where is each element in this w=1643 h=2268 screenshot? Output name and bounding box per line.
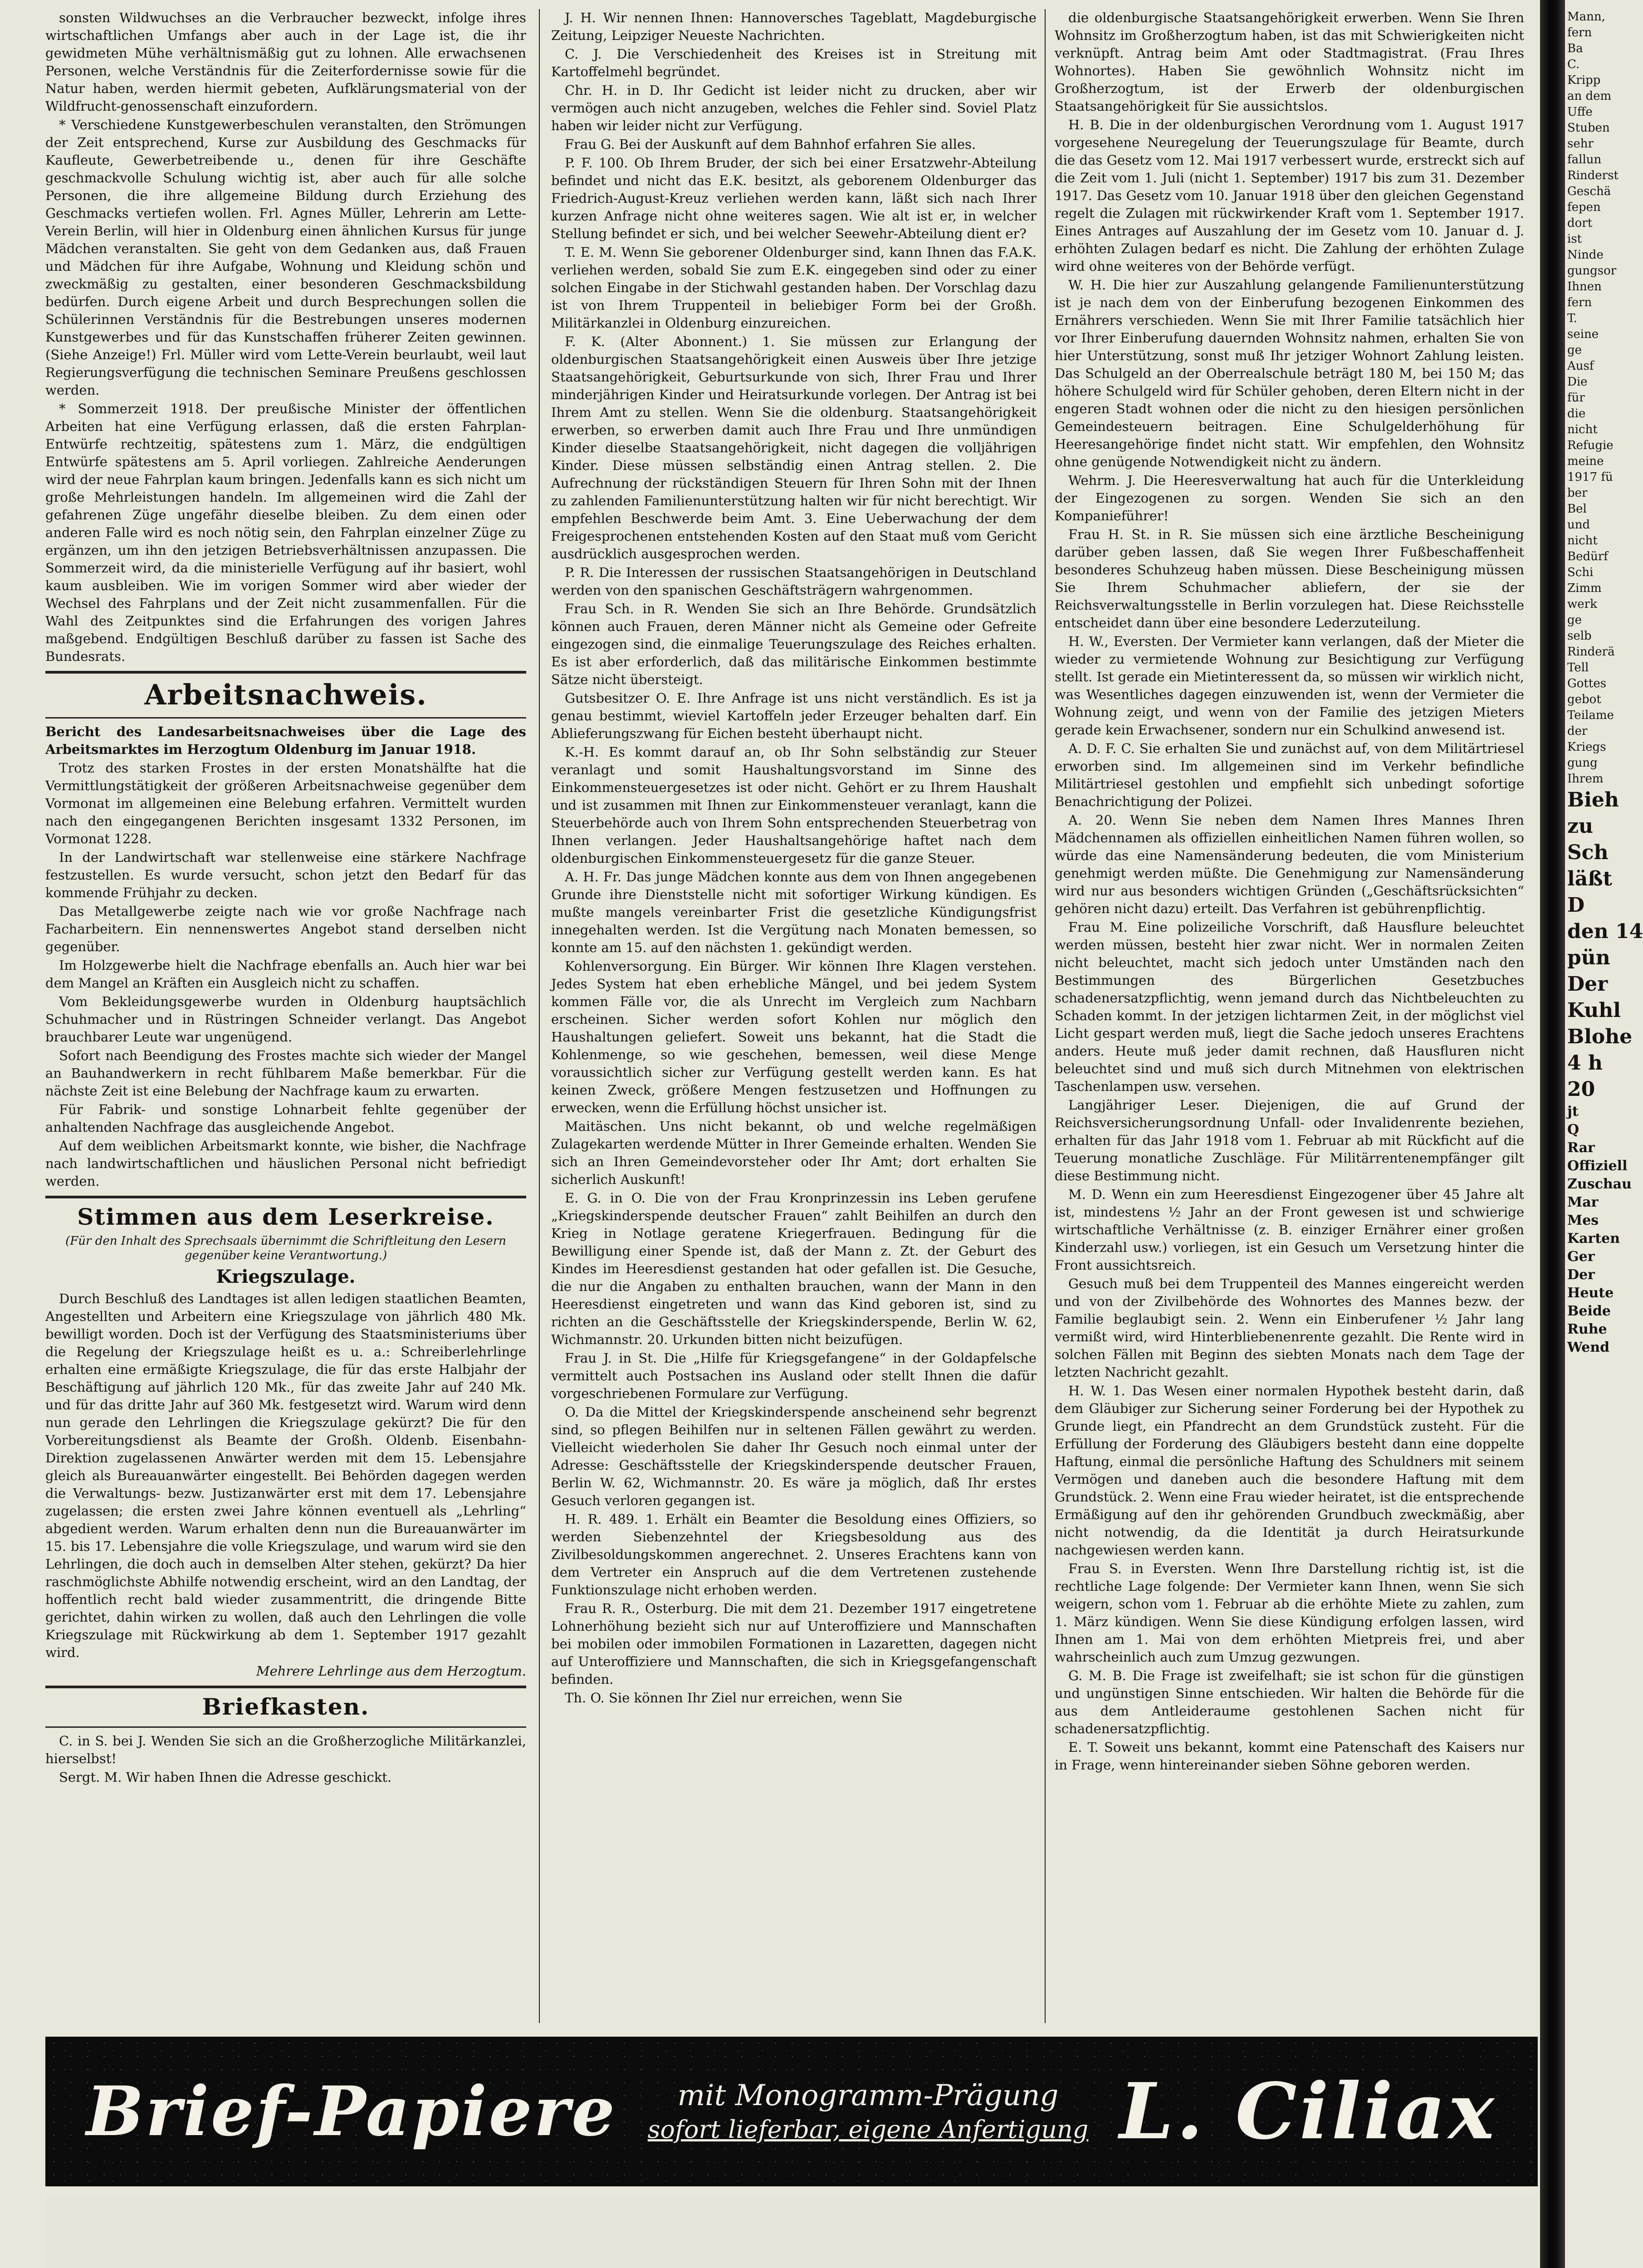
arbeitsnachweis-body <box>45 759 526 1190</box>
fragment-line: selb <box>1567 629 1592 643</box>
fragment-line: Uffe <box>1567 105 1593 119</box>
fragment-line: gung <box>1567 756 1598 770</box>
column-3 <box>1055 9 1524 2023</box>
fragment-line: Die <box>1567 375 1588 389</box>
fragment-line: Ba <box>1567 42 1583 55</box>
fragment-line: dort <box>1567 216 1593 230</box>
report-paragraph: Im Holzgewerbe hielt die Nachfrage ebenfalls an. Auch hier war bei dem Mangel an Kräften ein Ausgleich nicht zu schaffen. <box>45 958 526 991</box>
fragment-line: die <box>1567 407 1586 420</box>
fragment-line: Ninde <box>1567 248 1604 262</box>
fragment-line: werk <box>1567 597 1597 611</box>
briefkasten-entry: F. K. (Alter Abonnent.) 1. Sie müssen zur Erlangung der oldenburgischen Staatsangehörigkeit einen Ausweis über Ihre jetzige Staatsangehörigkeit, Geburtsurkunde von sich, Ihrer Frau und Ihrer minderjährigen Kinder und Heiratsurkunde vorlegen. Der Antrag ist bei Ihrem Amt zu stellen. Wenn Sie die oldenburg. Staatsangehörigkeit erwerben, so erwerben damit auch Ihre Frau und Ihre unmündigen Kinder dieselbe Staatsangehörigkeit, nicht dagegen die volljährigen Kinder. Diese müssen selbständig einen Antrag stellen. 2. Die Aufrechnung der rückständigen Steuern für Ihren Sohn mit der Ihnen zu zahlenden Familienunterstützung halten wir für nicht berechtigt. Wir empfehlen Beschwerde beim Amt. 3. Eine Ueberwachung der dem Freigesprochenen entstehenden Kosten auf den Staat muß vom Gericht ausdrücklich ausgesprochen werden. <box>551 334 1037 562</box>
briefkasten-entry: T. E. M. Wenn Sie geborener Oldenburger sind, kann Ihnen das F.A.K. verliehen werden, sobald Sie zum E.K. eingegeben sind oder zu einer solchen Eingabe in der Stichwahl gestanden haben. Der Vorschlag dazu ist von Ihrem Truppenteil in beliebiger Form bei der Großh. Militärkanzlei in Oldenburg einzureichen. <box>551 244 1037 331</box>
briefkasten-body <box>45 1732 526 1786</box>
fragment-line: fern <box>1567 26 1592 39</box>
news-paragraph: sonsten Wildwuchses an die Verbraucher bezweckt, infolge ihres wirtschaftlichen Umfangs aber auch in der Lage ist, die ihr gewidmeten Mühe verhältnismäßig gut zu lohnen. Alle erwachsenen Personen, welche Verständnis für die Zeiterfordernisse sowie für die Natur haben, werden hiermit gebeten, Aufklärungsmaterial von der Wildfrucht-genossenschaft einzufordern. <box>45 10 526 114</box>
briefkasten-entry: O. Da die Mittel der Kriegskinderspende anscheinend sehr begrenzt sind, so pflegen Beihilfen nur in seltenen Fällen gewährt zu werden. Vielleicht wiederholen Sie daher Ihr Gesuch noch einmal unter der Adresse: Geschäftsstelle der Kriegskinderspende deutscher Frauen, Berlin W. 62, Wichmannstr. 20. Es wäre ja möglich, daß Ihr erstes Gesuch verloren gegangen ist. <box>551 1404 1037 1508</box>
briefkasten-entry: H. W. 1. Das Wesen einer normalen Hypothek besteht darin, daß dem Gläubiger zur Sicherung seiner Forderung bei der Hypothek zu Grunde liegt, ein Pfandrecht an dem Grundstück zusteht. Für die Erfüllung der Forderung des Gläubigers besteht dann eine doppelte Haftung, einmal die persönliche Haftung des Schuldners mit seinem Vermögen und daneben auch die besondere Haftung mit dem Grundstück. 2. Wenn eine Frau wieder heiratet, ist die entsprechende Ermäßigung auf den ihr gehörenden Grundbuch zweckmäßig, aber nicht notwendig, da die Identität ja durch Heiratsurkunde nachgewiesen werden kann. <box>1055 1383 1524 1558</box>
fragment-line: fepen <box>1567 200 1601 214</box>
fragment-ad-line: Mes <box>1567 1212 1599 1228</box>
fragment-ad-line: Ruhe <box>1567 1321 1607 1337</box>
fragment-line: Schi <box>1567 566 1594 579</box>
fragment-ad-line: Offiziell <box>1567 1158 1628 1174</box>
arbeitsnachweis-heading: Arbeitsnachweis. <box>144 678 427 711</box>
briefkasten-entry: W. H. Die hier zur Auszahlung gelangende Familienunterstützung ist je nach dem von der Einberufung bezogenen Einkommen des Ernährers verschieden. Wenn Sie mit Ihrer Familie tatsächlich hier vor Ihrer Einberufung dauernden Wohnsitz nahmen, erhalten Sie von hier Unterstützung, sonst muß Ihr jetziger Wohnort Zahlung leisten. Das Schulgeld an der Oberrealschule beträgt 180 M, bei 150 M; das höhere Schulgeld wird für Schüler gehoben, deren Eltern nicht in der engeren Stadt wohnen oder die nicht zu den hiesigen persönlichen Gemeindesteuern beitragen. Eine Schulgelderhöhung für Heeresangehörige findet nicht statt. Wir empfehlen, den Wohnsitz ohne genügende Notwendigkeit nicht zu ändern. <box>1055 277 1524 469</box>
fragment-line: Kriegs <box>1567 740 1606 754</box>
fragment-ad-line: Zuschau <box>1567 1176 1632 1192</box>
report-paragraph: Sofort nach Beendigung des Frostes machte sich wieder der Mangel an Bauhandwerkern in recht fühlbarem Maße bemerkbar. Für die nächste Zeit ist eine Belebung der Nachfrage kaum zu erwarten. <box>45 1048 526 1099</box>
briefkasten-entry: P. R. Die Interessen der russischen Staatsangehörigen in Deutschland werden von den spanischen Geschäftsträgern wahrgenommen. <box>551 565 1037 598</box>
fragment-ad-line: Der <box>1567 973 1608 996</box>
fragment-line: 1917 fü <box>1567 470 1613 484</box>
fragment-line: Geschä <box>1567 185 1611 198</box>
column-rule <box>1045 9 1046 2023</box>
fragment-line: nicht <box>1567 534 1598 547</box>
fragment-ad-line: Heute <box>1567 1285 1614 1301</box>
fragment-ad-line: Blohe <box>1567 1025 1633 1048</box>
report-paragraph: Trotz des starken Frostes in der ersten Monatshälfte hat die Vermittlungstätigkeit der größeren Arbeitsnachweise gegenüber dem Vormonat im allgemeinen eine Belebung erfahren. Vermittelt wurden nach den eingegangenen Berichten insgesamt 1332 Personen, im Vormonat 1228. <box>45 760 526 846</box>
briefkasten-entry: Kohlenversorgung. Ein Bürger. Wir können Ihre Klagen verstehen. Jedes System hat eben erhebliche Mängel, und bei jedem System kommen Fälle vor, die als Unrecht im Vergleich zum Nachbarn erscheinen. Sicher werden sofort Kohlen nur möglich den Haushaltungen geliefert. Soweit uns bekannt, hat die Stadt die Kohlenmenge, so wie geschehen, bemessen, weil diese Menge voraussichtlich sicher zur Verfügung gestellt werden kann. Es hat keinen Zweck, größere Mengen festzusetzen und Hoffnungen zu erwecken, wenn die Erfüllung höchst unsicher ist. <box>551 958 1037 1115</box>
briefkasten-entry: die oldenburgische Staatsangehörigkeit erwerben. Wenn Sie Ihren Wohnsitz im Großherzogtum haben, ist das mit Schwierigkeiten nicht verknüpft. Antrag beim Amt oder Stadtmagistrat. (Frau Ihres Wohnortes). Haben Sie gewöhnlich Wohnsitz nicht im Großherzogtum, ist der Erwerb der oldenburgischen Staatsangehörigkeit für Sie aussichtslos. <box>1055 10 1524 114</box>
briefkasten-entry: C. in S. bei J. Wenden Sie sich an die Großherzogliche Militärkanzlei, hierselbst! <box>45 1733 526 1766</box>
fragment-line: seine <box>1567 327 1599 341</box>
report-paragraph: Das Metallgewerbe zeigte nach wie vor große Nachfrage nach Facharbeitern. Ein nennenswertes Angebot stand derselben nicht gegenüber. <box>45 904 526 954</box>
fragment-line: Refugie <box>1567 439 1614 452</box>
fragment-line: fern <box>1567 296 1592 309</box>
fragment-line: ge <box>1567 613 1582 627</box>
section-divider <box>45 717 526 719</box>
section-divider <box>45 671 526 674</box>
fragment-line: Kripp <box>1567 73 1601 87</box>
briefkasten-entry: A. D. F. C. Sie erhalten Sie und zunächst auf, von dem Militärtriesel erworben sind. Im allgemeinen sind im Verkehr befindliche Militärtriesel gestohlen und empfiehlt sich unbedingt sofortige Benachrichtigung der Polizei. <box>1055 741 1524 809</box>
briefkasten-entry: Frau J. in St. Die „Hilfe für Kriegsgefangene“ in der Goldapfelsche vermittelt auch Postsachen ins Ausland oder stellt Ihnen die dafür vorgeschriebenen Formulare zur Verfügung. <box>551 1350 1037 1401</box>
fragment-ad-line: D <box>1567 894 1585 917</box>
report-paragraph: In der Landwirtschaft war stellenweise eine stärkere Nachfrage festzustellen. Es wurde versucht, schon jetzt den Bedarf für das kommende Frühjahr zu decken. <box>45 850 526 900</box>
fragment-ad-line: Sch <box>1567 841 1609 864</box>
column-1 <box>45 9 526 2023</box>
briefkasten-entry: A. H. Fr. Das junge Mädchen konnte aus dem von Ihnen angegebenen Grunde ihre Dienststelle nicht mit sofortiger Wirkung kündigen. Es mußte mangels vereinbarter Frist die gesetzliche Kündigungsfrist innegehalten werden. Ist die Vergütung nach Monaten bemessen, so konnte am 15. auf den nächsten 1. gekündigt werden. <box>551 869 1037 955</box>
stimmen-note: (Für den Inhalt des Sprechsaals übernimmt die Schriftleitung den Lesern gegenüber keine Verantwortung.) <box>65 1234 506 1262</box>
fragment-line: Rinderä <box>1567 645 1615 659</box>
briefkasten-entry: Frau H. St. in R. Sie müssen sich eine ärztliche Bescheinigung darüber geben lassen, daß Sie wegen Ihrer Fußbeschaffenheit besonderes Schuhzeug haben müssen. Diese Bescheinigung müssen Sie Ihrem Schuhmacher abliefern, der sie der Reichsverwaltungsstelle in Berlin vorzulegen hat. Diese Reichsstelle entscheidet dann über eine besondere Lederzuteilung. <box>1055 527 1524 631</box>
briefkasten-entry: H. B. Die in der oldenburgischen Verordnung vom 1. August 1917 vorgesehene Neuregelung der Teuerungszulage für Beamte, durch die das Gesetz vom 12. Mai 1917 verbessert wurde, erstreckt sich auf die Zeit vom 1. Juli (nicht 1. September) 1917 bis zum 31. Dezember 1917. Das Gesetz vom 10. Januar 1918 über den gleichen Gegenstand regelt die Zulagen mit rückwirkender Kraft vom 1. September 1917. Eines Antrages auf Auszahlung der im Gesetz vom 10. Januar d. J. erhöhten Zulagen bedarf es nicht. Die Zahlung der erhöhten Zulage wird ohne weiteres von der Behörde verfügt. <box>1055 117 1524 274</box>
section-divider <box>45 1196 526 1198</box>
news-paragraph: * Verschiedene Kunstgewerbeschulen veranstalten, den Strömungen der Zeit entsprechend, Kurse zur Ausbildung des Geschmacks für Kaufleute, Gewerbetreibende u., denen für ihre Geschäfte geschmackvolle Schulung wichtig ist, aber auch für alle solche Personen, die ihre allgemeine Bildung durch Erziehung des Geschmacks vertiefen wollen. Frl. Agnes Müller, Lehrerin am Lette-Verein Berlin, will hier in Oldenburg einen ähnlichen Kursus für junge Mädchen veranstalten. Sie geht von dem Gedanken aus, daß Frauen und Mädchen für ihre Aufgabe, Wohnung und Kleidung schön und zweckmäßig zu gestalten, einer besonderen Geschmacksbildung bedürfen. Durch eigene Arbeit und durch Besprechungen sollen die Schülerinnen Verständnis für die Bestrebungen unseres modernen Kunstgewerbes und für das Kunstschaffen früherer Zeiten gewinnen. (Siehe Anzeige!) Frl. Müller wird vom Lette-Verein beurlaubt, weil laut Regierungsverfügung die technischen Seminare Preußens geschlossen werden. <box>45 117 526 398</box>
column-rule <box>539 9 540 2023</box>
fragment-line: ge <box>1567 343 1582 357</box>
report-paragraph: Auf dem weiblichen Arbeitsmarkt konnte, wie bisher, die Nachfrage nach landwirtschaftlichen und häuslichen Personal nicht befriedigt werden. <box>45 1138 526 1189</box>
briefkasten-entry: E. T. Soweit uns bekannt, kommt eine Patenschaft des Kaisers nur in Frage, wenn hintereinander sieben Söhne geboren werden. <box>1055 1740 1524 1773</box>
section-divider <box>45 1686 526 1688</box>
briefkasten-entry: P. F. 100. Ob Ihrem Bruder, der sich bei einer Ersatzwehr-Abteilung befindet und nicht das E.K. besitzt, als geborenem Oldenburger das Friedrich-August-Kreuz verliehen werden kann, läßt sich nach Ihrer kurzen Anfrage nicht ohne weiteres sagen. Wie alt ist er, in welcher Stellung befindet er sich, und bei welcher Seewehr-Abteilung dient er? <box>551 155 1037 241</box>
briefkasten-entry: M. D. Wenn ein zum Heeresdienst Eingezogener über 45 Jahre alt ist, mindestens ½ Jahr an der Front gewesen ist und schwierige wirtschaftliche Verhältnisse (z. B. einziger Ernährer einer großen Kinderzahl usw.) vorliegen, ist ein Gesuch um Versetzung hinter die Front aussichtsreich. <box>1055 1187 1524 1273</box>
fragment-ad-line: Q <box>1567 1122 1579 1138</box>
briefkasten-entry: C. J. Die Verschiedenheit des Kreises ist in Streitung mit Kartoffelmehl begründet. <box>551 46 1037 79</box>
fragment-line: der <box>1567 724 1588 738</box>
fragment-ad-line: 20 <box>1567 1078 1595 1101</box>
briefkasten-heading: Briefkasten. <box>202 1693 370 1720</box>
ad-middle-line-2: sofort lieferbar, eigene Anfertigung <box>647 2115 1089 2144</box>
kriegszulage-signature: Mehrere Lehrlinge aus dem Herzogtum. <box>256 1663 526 1679</box>
fragment-ad-line: läßt <box>1567 867 1612 890</box>
fragment-ad-line: 4 h <box>1567 1051 1603 1075</box>
fragment-ad-line: Der <box>1567 1267 1595 1283</box>
report-paragraph: Für Fabrik- und sonstige Lohnarbeit fehlte gegenüber der anhaltenden Nachfrage das ausgleichende Angebot. <box>45 1102 526 1135</box>
fragment-line: Gottes <box>1567 677 1607 690</box>
fragment-ad-line: Karten <box>1567 1231 1620 1246</box>
fragment-ad-line: Bieh <box>1567 788 1619 811</box>
briefkasten-entry: Gesuch muß bei dem Truppenteil des Mannes eingereicht werden und von der Zivilbehörde des Wohnortes des Mannes bezw. der Familie beglaubigt sein. 2. Wenn ein Einberufener ½ Jahr lang vermißt wird, wird Hinterbliebenenrente gezahlt. Die Rente wird in solchen Fällen mit Beginn des siebten Monats nach dem Tage der letzten Nachricht gezahlt. <box>1055 1276 1524 1380</box>
briefkasten-entry: Th. O. Sie können Ihr Ziel nur erreichen, wenn Sie <box>565 1690 903 1706</box>
fragment-line: meine <box>1567 455 1604 468</box>
briefkasten-entry: Frau G. Bei der Auskunft auf dem Bahnhof erfahren Sie alles. <box>565 137 976 152</box>
fragment-ad-line: Wend <box>1567 1339 1610 1355</box>
arbeitsnachweis-intro: Bericht des Landesarbeitsnachweises über die Lage des Arbeitsmarktes im Herzogtum Oldenburg im Januar 1918. <box>45 724 526 757</box>
fragment-line: Teilame <box>1567 709 1614 722</box>
fragment-line: Zimm <box>1567 582 1602 595</box>
fragment-line: an dem <box>1567 89 1612 103</box>
report-paragraph: Vom Bekleidungsgewerbe wurden in Oldenburg hauptsächlich Schuhmacher und in Rüstringen Schneider verlangt. Das Angebot brauchbarer Leute war ungenügend. <box>45 994 526 1045</box>
fragment-line: ist <box>1567 232 1582 246</box>
fragment-ad-line: zu <box>1567 815 1593 838</box>
fragment-line: sehr <box>1567 137 1594 151</box>
briefkasten-entry: Gutsbesitzer O. E. Ihre Anfrage ist uns nicht verständlich. Es ist ja genau bestimmt, wieviel Kartoffeln jeder Erzeuger behalten darf. Ein Ablieferungszwang für Eichen besteht überhaupt nicht. <box>551 690 1037 741</box>
fragment-ad-line: Kuhl <box>1567 999 1621 1022</box>
fragment-line: für <box>1567 391 1585 405</box>
briefkasten-entry: Maitäschen. Uns nicht bekannt, ob und welche regelmäßigen Zulagekarten werdende Mütter in Ihrer Gemeinde erhalten. Wenden Sie sich an Ihren Gemeindevorsteher oder Ihr Amt; dort erhalten Sie sicherlich Auskunft! <box>551 1119 1037 1187</box>
fragment-ad-line: Rar <box>1567 1140 1595 1156</box>
binding-shadow <box>1540 0 1565 2268</box>
fragment-line: T. <box>1567 312 1577 325</box>
fragment-ad-line: Beide <box>1567 1303 1611 1319</box>
kriegszulage-letter: Durch Beschluß des Landtages ist allen ledigen staatlichen Beamten, Angestellten und Arbeitern eine Kriegszulage von jährlich 480 Mk. bewilligt worden. Doch ist der Verfügung des Staatsministeriums über die Regelung der Kriegszulage heißt es u. a.: Schreiberlehrlinge erhalten eine ermäßigte Kriegszulage, die für das erste Halbjahr der Beschäftigung auf jährlich 120 Mk., für das zweite Jahr auf 240 Mk. und für das dritte Jahr auf 360 Mk. festgesetzt wird. Warum wird denn nun gerade den Lehrlingen die Kriegszulage gekürzt? Die für den Vorbereitungsdienst als Beamte der Großh. Oldenb. Eisenbahn-Direktion zugelassenen Anwärter werden mit dem 15. Lebensjahre gleich als Bureauanwärter eingestellt. Bei Behörden dagegen werden die Verwaltungs- bezw. Justizanwärter erst mit dem 17. Lebensjahre zugelassen; die ersten zwei Jahre können eventuell als „Lehrling“ abgedient werden. Warum erhalten denn nun die Bureauanwärter im 15. bis 17. Lebensjahre die volle Kriegszulage, und warum wird sie den Lehrlingen, die doch auch in demselben Alter stehen, gekürzt? Da hier raschmöglichste Abhilfe notwendig erscheint, wird an den Landtag, der hoffentlich recht bald wieder zusammentritt, die dringende Bitte gerichtet, dahin wirken zu wollen, daß auch den Lehrlingen die volle Kriegszulage mit Rückwirkung ab dem 1. September 1917 gezahlt wird. <box>45 1291 526 1660</box>
fragment-line: C. <box>1567 58 1580 71</box>
fragment-ad-line: Mar <box>1567 1194 1599 1210</box>
fragment-line: fallun <box>1567 153 1602 166</box>
fragment-line: und <box>1567 518 1590 532</box>
fragment-line: Ausf <box>1567 359 1594 373</box>
local-news-section <box>45 9 526 665</box>
briefkasten-entry: E. G. in O. Die von der Frau Kronprinzessin ins Leben gerufene „Kriegskinderspende deutscher Frauen“ zahlt Beihilfen an durch den Krieg in Notlage geratene Kriegerfrauen. Bedingung für die Bewilligung einer Spende ist, daß der Mann z. Zt. der Geburt des Kindes im Heeresdienst gestanden hat oder gefallen ist. Die Gesuche, die nur die Angaben zu enthalten brauchen, wann der Mann in den Heeresdienst eingetreten und wann das Kind geboren ist, sind zu richten an die Geschäftsstelle der Kriegskinderspende, Berlin W. 62, Wichmannstr. 20. Urkunden bitten nicht beizufügen. <box>551 1190 1037 1347</box>
news-paragraph: * Sommerzeit 1918. Der preußische Minister der öffentlichen Arbeiten hat eine Verfügung erlassen, daß die ersten Fahrplan-Entwürfe rechtzeitig, spätestens zum 1. März, die endgültigen Entwürfe spätestens am 5. April vorliegen. Zahlreiche Aenderungen wird der neue Fahrplan kaum bringen. Jedenfalls kann es sich nicht um große Mehrleistungen handeln. Im allgemeinen wird die Zahl der gefahrenen Züge ungefähr dieselbe bleiben. Zu dem einen oder anderen Falle wird es noch nötig sein, den Fahrplan einzelner Züge zu ergänzen, um ihn den jetzigen Betriebsverhältnissen anzupassen. Die Sommerzeit wird, da die ministerielle Verfügung auf ihr basiert, wohl kaum ausbleiben. Wie im vorigen Sommer wird aber wieder der Wechsel des Fahrplans und der Zeit nicht zusammenfallen. Für die Wahl des Zeitpunktes sind die Erfahrungen des vorigen Jahres maßgebend. Endgültigen Beschluß darüber zu fassen ist Sache des Bundesrats. <box>45 401 526 664</box>
fragment-ad-line: jt <box>1567 1104 1579 1119</box>
fragment-ad-line: pün <box>1567 946 1610 969</box>
fragment-line: Stuben <box>1567 121 1610 135</box>
fragment-line: gungsor <box>1567 264 1617 278</box>
briefpapiere-advertisement <box>45 2037 1538 2186</box>
briefkasten-entry: Frau S. in Eversten. Wenn Ihre Darstellung richtig ist, ist die rechtliche Lage folgende: Der Vermieter kann Ihnen, wenn Sie sich weigern, schon vom 1. Februar ab die erhöhte Miete zu zahlen, zum 1. März kündigen. Wenn Sie diese Kündigung erfolgen lassen, wird Ihnen am 1. Mai von dem erhöhten Mietpreis frei, und aber wahrscheinlich auch zum Umzug gezwungen. <box>1055 1561 1524 1665</box>
briefkasten-entry: K.-H. Es kommt darauf an, ob Ihr Sohn selbständig zur Steuer veranlagt und somit Haushaltungsvorstand im Sinne des Einkommensteuergesetzes ist oder nicht. Gehört er zu Ihrem Haushalt und ist zusammen mit Ihnen zur Einkommensteuer veranlagt, kann die Steuerbehörde auch von Ihrem Sohn entsprechenden Steuerbetrag von Ihnen verlangen. Jeder Haushaltsangehörige haftet nach dem oldenburgischen Einkommensteuergesetz für die ganze Steuer. <box>551 744 1037 866</box>
ad-middle-text <box>648 2077 1088 2146</box>
fragment-line: Mann, <box>1567 10 1605 24</box>
fragment-line: nicht <box>1567 423 1598 436</box>
briefkasten-entry: Frau Sch. in R. Wenden Sie sich an Ihre Behörde. Grundsätzlich können auch Frauen, deren Männer nicht als Gemeine oder Gefreite eingezogen sind, die einmalige Teuerungszulage des Reiches erhalten. Es ist aber erforderlich, daß das militärische Einkommen bestimmte Sätze nicht übersteigt. <box>551 601 1037 687</box>
ad-middle-line-1: mit Monogramm-Prägung <box>677 2079 1059 2112</box>
briefkasten-entry: Frau M. Eine polizeiliche Vorschrift, daß Hausflure beleuchtet werden müssen, besteht hier zwar nicht. Wer in normalen Zeiten nicht beleuchtet, macht sich jedoch unter Umständen nach den Bestimmungen des Bürgerlichen Gesetzbuches schadenersatzpflichtig, wenn jemand durch das Nichtbeleuchten zu Schaden kommt. In der jetzigen lichtarmen Zeit, in der möglichst viel Licht gespart werden muß, liegt die Sache jedoch unseres Erachtens anders. Heute muß jeder damit rechnen, daß Hausfluren nicht beleuchtet sind und muß sich durch Mitnehmen von elektrischen Taschenlampen usw. versehen. <box>1055 919 1524 1094</box>
ad-company-name: L. Ciliax <box>1119 2066 1497 2157</box>
briefkasten-entry: Sergt. M. Wir haben Ihnen die Adresse geschickt. <box>59 1769 392 1785</box>
fragment-line: Ihnen <box>1567 280 1602 293</box>
fragment-ad-line: den 14 <box>1567 920 1643 943</box>
page-bottom-margin <box>45 2195 1538 2268</box>
fragment-line: Bedürf <box>1567 550 1608 563</box>
ad-left-text: Brief-Papiere <box>86 2072 617 2151</box>
briefkasten-entry: H. W., Eversten. Der Vermieter kann verlangen, daß der Mieter die wieder zu vermietende Wohnung zur Besichtigung zur Verfügung stellt. Ist gerade ein Mietinteressent da, so müssen wir wirklich nicht, was Wesentliches dagegen einzuwenden ist, wenn der Vermieter die Wohnung zeigt, und wenn von der Familie des jetzigen Mieters gerade kein Erwachsener, sondern nur ein Schulkind anwesend ist. <box>1055 634 1524 738</box>
kriegszulage-title: Kriegszulage. <box>216 1266 356 1287</box>
briefkasten-entry: Frau R. R., Osterburg. Die mit dem 21. Dezember 1917 eingetretene Lohnerhöhung bezieht sich nur auf Unteroffiziere und Mannschaften bei mobilen oder immobilen Formationen in Lazaretten, dagegen nicht auf Unteroffiziere und Mannschaften, die sich in Kriegsgefangenschaft befinden. <box>551 1601 1037 1687</box>
fragment-line: gebot <box>1567 693 1601 706</box>
section-divider <box>45 1726 526 1728</box>
briefkasten-entry: G. M. B. Die Frage ist zweifelhaft; sie ist schon für die günstigen und ungünstigen Sinne entschieden. Wir halten die Behörde für die aus dem Antleideraume gestohlenen Sachen nicht für schadenersatzpflichtig. <box>1055 1668 1524 1736</box>
fragment-line: Rinderst <box>1567 169 1619 182</box>
briefkasten-entry: Langjähriger Leser. Diejenigen, die auf Grund der Reichsversicherungsordnung Unfall- oder Invalidenrente beziehen, erhalten für das Jahr 1918 vom 1. Februar ab mit Rückficht auf die Teuerung monatliche Zuschläge. Für Militärrentenempfänger gilt diese Bestimmung nicht. <box>1055 1097 1524 1183</box>
fragment-line: Tell <box>1567 661 1589 675</box>
briefkasten-entry: H. R. 489. 1. Erhält ein Beamter die Besoldung eines Offiziers, so werden Siebenzehntel der Kriegsbesoldung aus des Zivilbesoldungskommen angerechnet. 2. Unseres Erachtens kann von dem Vertreter ein Anspruch auf die dem Vertretenen zustehende Funktionszulage nicht erhoben werden. <box>551 1511 1037 1598</box>
stimmen-heading: Stimmen aus dem Leserkreise. <box>77 1203 494 1230</box>
fragment-ad-line: Ger <box>1567 1249 1595 1265</box>
fragment-line: Bel <box>1567 502 1587 516</box>
briefkasten-entry: Chr. H. in D. Ihr Gedicht ist leider nicht zu drucken, aber wir vermögen auch nicht anzugeben, welches die Fehler sind. Soviel Platz haben wir leider nicht zur Verfügung. <box>551 83 1037 133</box>
column-2 <box>551 9 1037 2023</box>
briefkasten-entry: A. 20. Wenn Sie neben dem Namen Ihres Mannes Ihren Mädchennamen als offiziellen einheitlichen Namen führen wollen, so würde das eine Namensänderung bedeuten, die vom Ministerium genehmigt werden müßte. Die Genehmigung zur Namensänderung wird nur aus besonders wichtigen Gründen („Geschäftsrücksichten“ gehören nicht dazu) erteilt. Das Verfahren ist gebührenpflichtig. <box>1055 812 1524 916</box>
adjacent-page-fragment <box>1567 9 1643 2023</box>
fragment-line: ber <box>1567 486 1588 500</box>
fragment-line: Ihrem <box>1567 772 1604 786</box>
briefkasten-entry: Wehrm. J. Die Heeresverwaltung hat auch für die Unterkleidung der Eingezogenen zu sorgen. Wenden Sie sich an den Kompanieführer! <box>1055 473 1524 523</box>
briefkasten-entry: J. H. Wir nennen Ihnen: Hannoversches Tageblatt, Magdeburgische Zeitung, Leipziger Neueste Nachrichten. <box>551 10 1037 43</box>
